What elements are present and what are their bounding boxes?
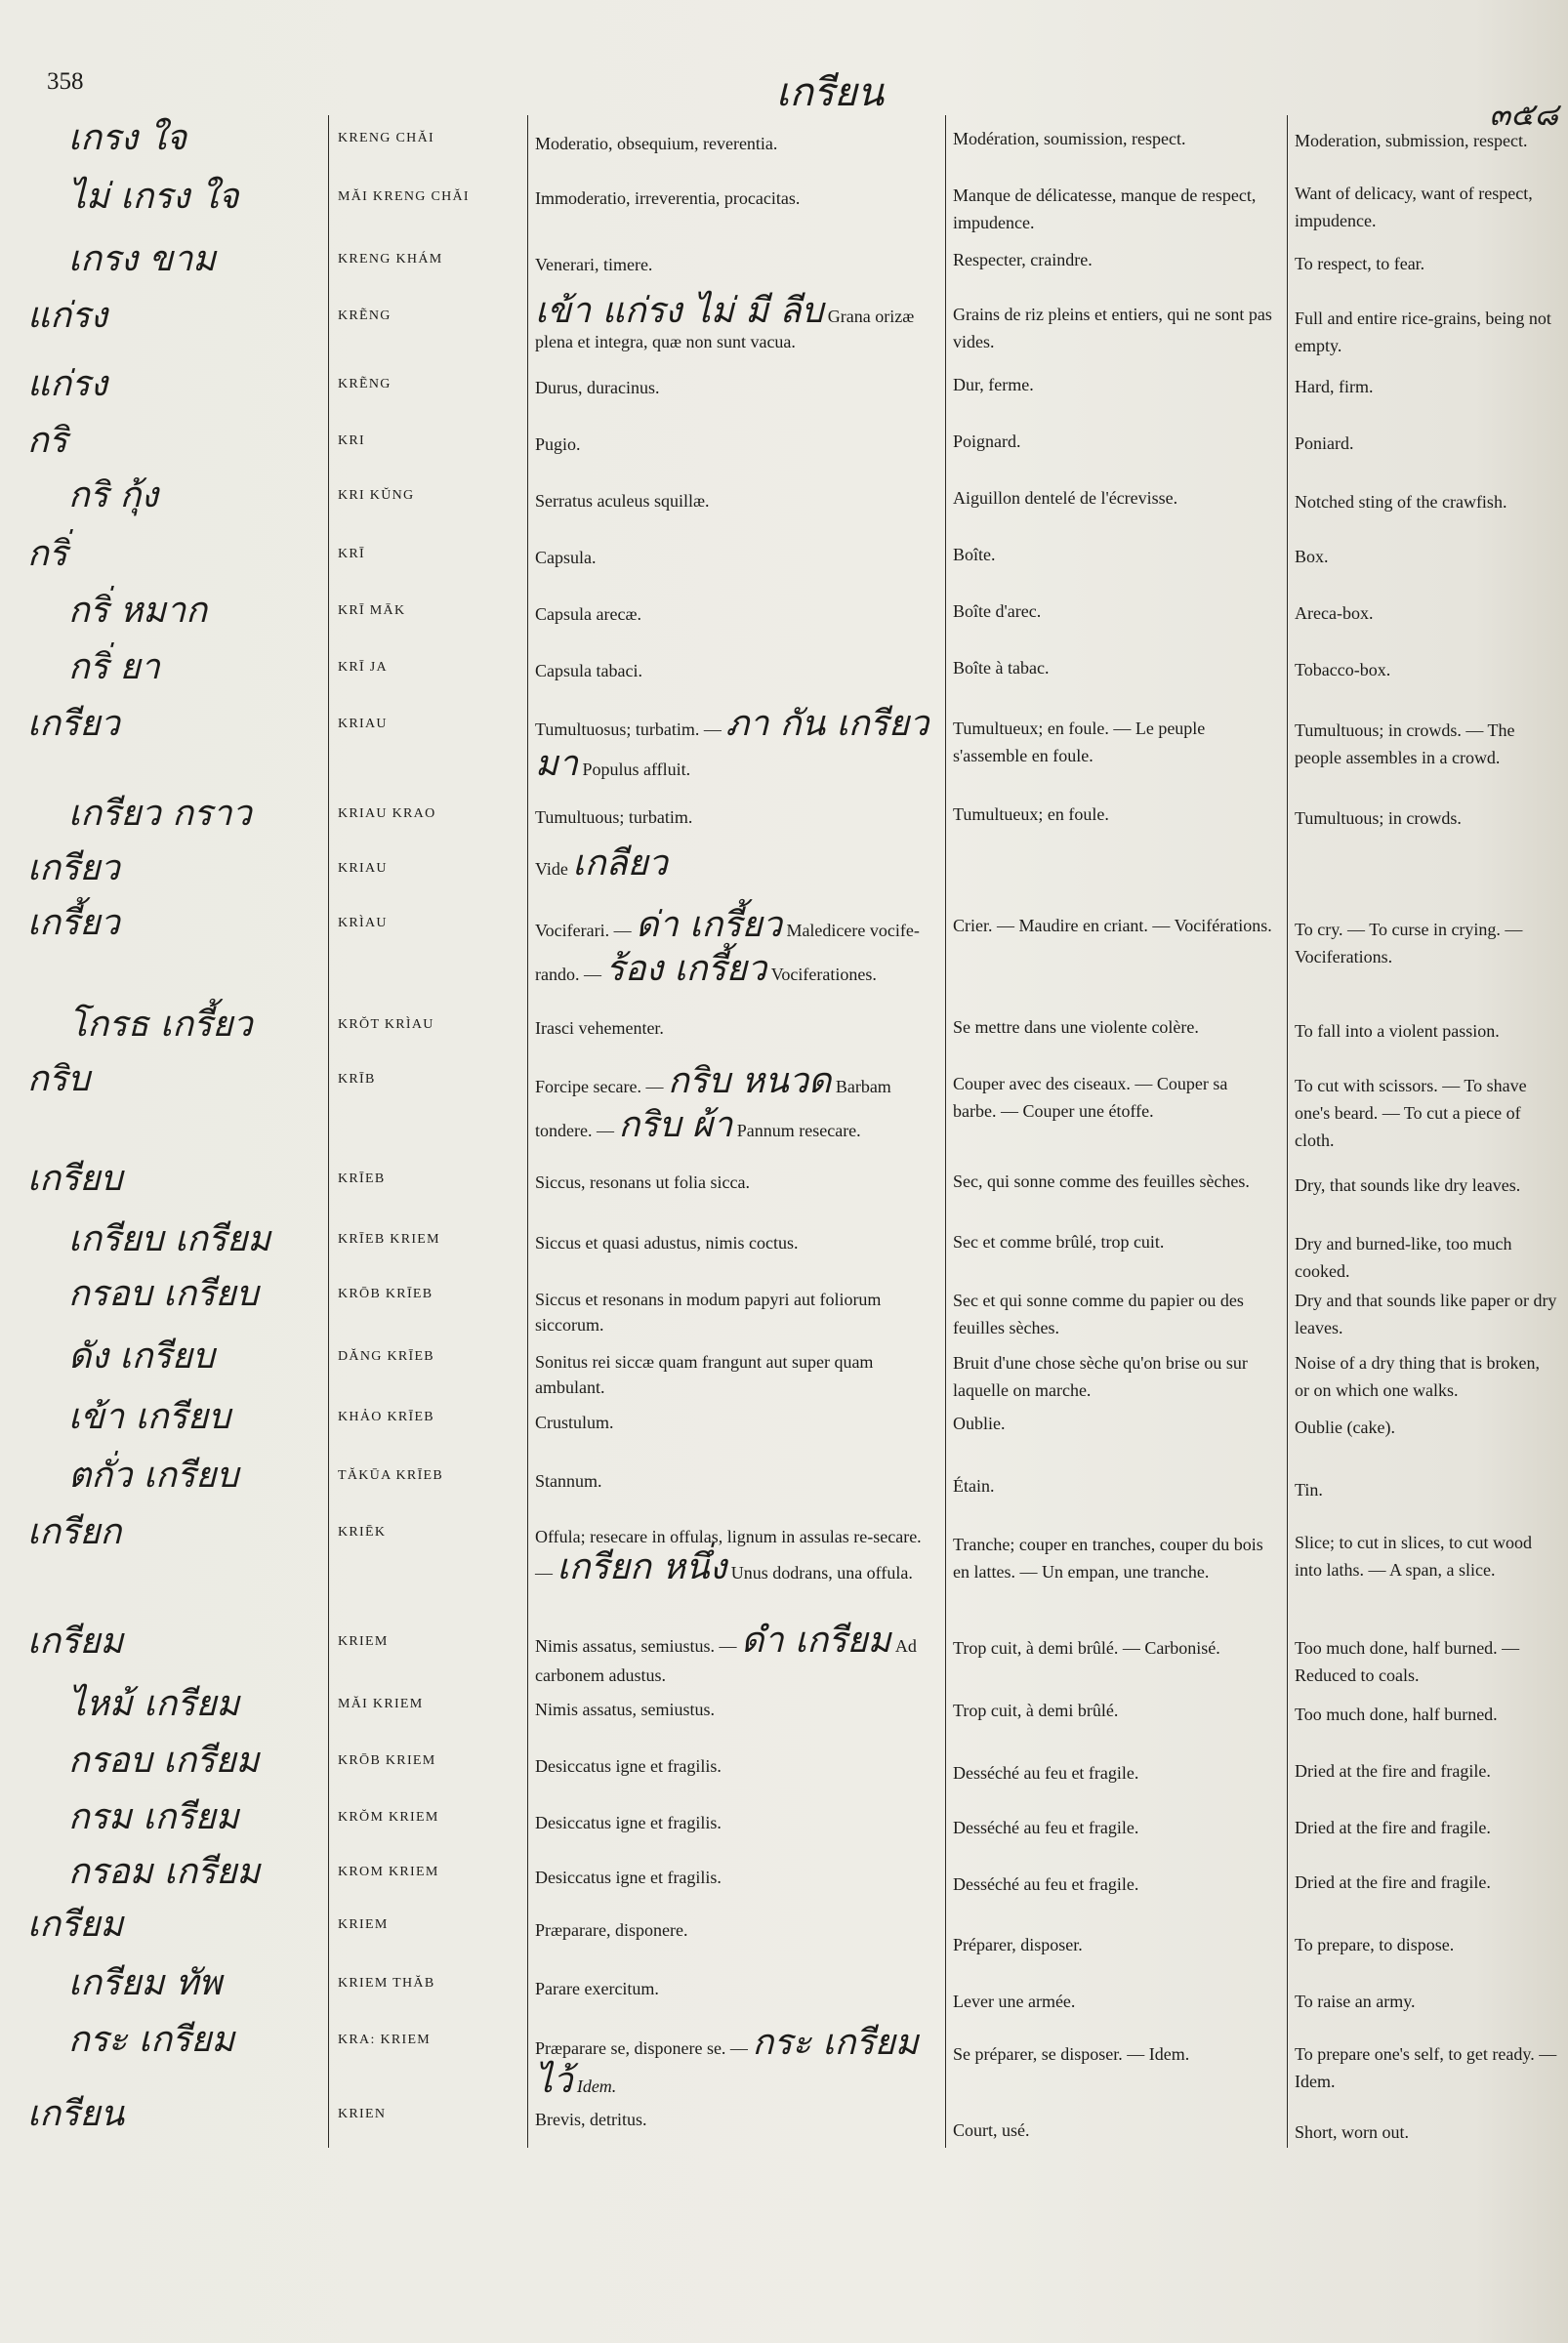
- french-definition: Grains de riz pleins et entiers, qui ne sont pas vides.: [953, 305, 1272, 351]
- thai-example: ร้อง เกรี้ยว: [605, 949, 767, 989]
- thai-example: เข้า แก่รง ไม่ มี ลีบ: [535, 291, 824, 331]
- thai-headword: กริ่ ยา: [68, 647, 160, 687]
- romanization: KRŌB KRIEM: [338, 1753, 436, 1768]
- french-definition: Tranche; couper en tranches, couper du bois en lattes. — Un empan, une tranche.: [953, 1535, 1263, 1582]
- latin-definition: Siccus, resonans ut folia sicca.: [535, 1172, 750, 1192]
- thai-example: ด่า เกรี้ยว: [636, 905, 782, 945]
- english-definition: Tumultuous; in crowds. — The people assembles in a crowd.: [1295, 720, 1515, 767]
- english-definition: To respect, to fear.: [1295, 254, 1425, 273]
- latin-definition: Nimis assatus, semiustus.: [535, 1700, 716, 1719]
- thai-headword: กรอม เกรียม: [68, 1852, 261, 1892]
- latin-definition: Capsula tabaci.: [535, 661, 642, 680]
- french-definition: Respecter, craindre.: [953, 250, 1093, 269]
- romanization: KRIAU: [338, 861, 388, 876]
- english-definition: Full and entire rice-grains, being not empty.: [1295, 308, 1551, 355]
- french-definition: Modération, soumission, respect.: [953, 129, 1186, 148]
- latin-definition: Irasci vehementer.: [535, 1018, 664, 1038]
- column-rule: [328, 115, 329, 2148]
- latin-definition: Stannum.: [535, 1471, 602, 1491]
- romanization: KRIEN: [338, 2107, 387, 2121]
- latin-definition: Crustulum.: [535, 1413, 614, 1432]
- romanization: KRENG KHÁM: [338, 252, 443, 267]
- romanization: KRIAU: [338, 717, 388, 731]
- french-definition: Couper avec des ciseaux. — Couper sa barbe. — Couper une étoffe.: [953, 1074, 1228, 1121]
- thai-headword: กริ่: [27, 534, 68, 574]
- french-definition: Crier. — Maudire en criant. — Vociférations.: [953, 916, 1272, 935]
- romanization: MĂI KRIEM: [338, 1697, 424, 1711]
- thai-headword: กรม เกรียม: [68, 1797, 239, 1837]
- french-definition: Sec et qui sonne comme du papier ou des feuilles sèches.: [953, 1291, 1244, 1337]
- thai-headword: เกรียก: [27, 1512, 122, 1552]
- latin-definition: Nimis assatus, semiustus. — ดำ เกรียม Ad carbonem adustus.: [535, 1621, 917, 1685]
- english-definition: Tin.: [1295, 1480, 1323, 1500]
- latin-definition: Vociferari. — ด่า เกรี้ยว Maledicere vocife-rando. — ร้อง เกรี้ยว Vociferationes.: [535, 905, 920, 989]
- french-definition: Poignard.: [953, 432, 1021, 451]
- column-rule: [945, 115, 946, 2148]
- romanization: KRŌB KRĪEB: [338, 1287, 433, 1301]
- thai-headword: เกรียว: [27, 704, 120, 744]
- english-definition: Short, worn out.: [1295, 2122, 1409, 2142]
- english-definition: To prepare one's self, to get ready. — Idem.: [1295, 2044, 1557, 2091]
- english-definition: Dry and burned-like, too much cooked.: [1295, 1234, 1512, 1281]
- thai-example: กระ เกรียม ไว้: [535, 2023, 919, 2101]
- romanization: KRĪB: [338, 1072, 376, 1087]
- romanization: KRI: [338, 433, 366, 448]
- english-definition: Noise of a dry thing that is broken, or on which one walks.: [1295, 1353, 1540, 1400]
- french-definition: Préparer, disposer.: [953, 1935, 1083, 1954]
- thai-headword: กรอบ เกรียบ: [68, 1274, 259, 1314]
- latin-definition: Durus, duracinus.: [535, 378, 660, 397]
- french-definition: Court, usé.: [953, 2120, 1030, 2140]
- french-definition: Aiguillon dentelé de l'écrevisse.: [953, 488, 1178, 508]
- romanization: KRIĒK: [338, 1525, 387, 1540]
- latin-definition: Serratus aculeus squillæ.: [535, 491, 710, 511]
- english-definition: Dry and that sounds like paper or dry leaves.: [1295, 1291, 1557, 1337]
- thai-headword: เกรง ใจ: [68, 118, 187, 158]
- latin-definition: Immoderatio, irreverentia, procacitas.: [535, 188, 801, 208]
- thai-headword: แก่รง: [27, 364, 107, 404]
- thai-example: เกลียว: [572, 843, 668, 884]
- latin-definition: Offula; resecare in offulas, lignum in assulas re-secare. — เกรียก หนึ่ง Unus dodrans, una offula.: [535, 1527, 922, 1587]
- romanization: KRIEM THĂB: [338, 1976, 435, 1991]
- romanization: KRŎM KRIEM: [338, 1810, 439, 1825]
- romanization: KRI KŬNG: [338, 488, 415, 503]
- english-definition: Too much done, half burned.: [1295, 1705, 1498, 1724]
- romanization: KHẢO KRĪEB: [338, 1410, 434, 1424]
- thai-headword: เกรียว: [27, 848, 120, 888]
- french-definition: Tumultueux; en foule.: [953, 804, 1109, 824]
- thai-headword: แก่รง: [27, 296, 107, 336]
- romanization: KRẼNG: [338, 308, 392, 323]
- french-definition: Boîte.: [953, 545, 996, 564]
- french-definition: Sec et comme brûlé, trop cuit.: [953, 1232, 1165, 1252]
- romanization: DĂNG KRĪEB: [338, 1349, 434, 1364]
- thai-headword: ไม่ เกรง ใจ: [68, 177, 239, 217]
- romanization: TĂKŪA KRĪEB: [338, 1468, 444, 1483]
- thai-headword: กริ กุ้ง: [68, 475, 158, 515]
- latin-definition: Desiccatus igne et fragilis.: [535, 1813, 722, 1832]
- romanization: KRĪEB: [338, 1172, 386, 1186]
- latin-definition: Venerari, timere.: [535, 255, 653, 274]
- french-definition: Tumultueux; en foule. — Le peuple s'assemble en foule.: [953, 719, 1206, 765]
- english-definition: Box.: [1295, 547, 1329, 566]
- english-definition: Hard, firm.: [1295, 377, 1374, 396]
- latin-definition: Vide เกลียว: [535, 843, 668, 884]
- thai-headword: กริบ: [27, 1059, 90, 1099]
- romanization: KRENG CHĂI: [338, 131, 434, 145]
- column-rule: [1287, 115, 1288, 2148]
- french-definition: Trop cuit, à demi brûlé.: [953, 1701, 1119, 1720]
- thai-headword: เกรี้ยว: [27, 903, 120, 943]
- latin-definition: Forcipe secare. — กริบ หนวด Barbam tondere. — กริบ ผ้า Pannum resecare.: [535, 1061, 891, 1145]
- romanization: KROM KRIEM: [338, 1865, 439, 1879]
- thai-headword: กระ เกรียม: [68, 2020, 235, 2060]
- thai-headword: กริ: [27, 421, 68, 461]
- thai-headword: ไหม้ เกรียม: [68, 1684, 240, 1724]
- thai-example: ภา กัน เกรียว มา: [535, 704, 929, 784]
- english-definition: Areca-box.: [1295, 603, 1374, 623]
- french-definition: Se mettre dans une violente colère.: [953, 1017, 1199, 1037]
- romanization: KRẼNG: [338, 377, 392, 391]
- english-definition: Tobacco-box.: [1295, 660, 1391, 679]
- latin-definition: เข้า แก่รง ไม่ มี ลีบ Grana orizæ plena et integra, quæ non sunt vacua.: [535, 291, 915, 351]
- english-definition: To cry. — To curse in crying. — Vociferations.: [1295, 920, 1523, 966]
- latin-definition: Brevis, detritus.: [535, 2110, 647, 2129]
- english-definition: Dried at the fire and fragile.: [1295, 1818, 1491, 1837]
- romanization: KRIAU KRAO: [338, 806, 436, 821]
- english-definition: Oublie (cake).: [1295, 1418, 1395, 1437]
- thai-headword: ตกั่ว เกรียบ: [68, 1456, 239, 1496]
- french-definition: Boîte d'arec.: [953, 601, 1042, 621]
- thai-headword: กริ่ หมาก: [68, 591, 208, 631]
- romanization: KRĪ: [338, 547, 366, 561]
- thai-headword: เกรียม: [27, 1622, 124, 1662]
- column-rule: [527, 115, 528, 2148]
- thai-headword: เกรียบ เกรียม: [68, 1219, 271, 1259]
- romanization: KRĪ MĀK: [338, 603, 406, 618]
- english-definition: Dried at the fire and fragile.: [1295, 1761, 1491, 1781]
- latin-definition: Tumultuous; turbatim.: [535, 807, 693, 827]
- latin-definition: Capsula.: [535, 548, 597, 567]
- english-definition: To raise an army.: [1295, 1992, 1416, 2011]
- english-definition: Moderation, submission, respect.: [1295, 131, 1528, 150]
- thai-example: ดำ เกรียม: [741, 1621, 891, 1661]
- french-definition: Desséché au feu et fragile.: [953, 1818, 1139, 1837]
- latin-definition: Capsula arecæ.: [535, 604, 641, 624]
- english-definition: To prepare, to dispose.: [1295, 1935, 1455, 1954]
- french-definition: Dur, ferme.: [953, 375, 1034, 394]
- latin-definition: Desiccatus igne et fragilis.: [535, 1756, 722, 1776]
- thai-page-number: ๓๕๘: [1489, 96, 1558, 133]
- thai-headword: ดัง เกรียบ: [68, 1336, 215, 1377]
- latin-definition: Desiccatus igne et fragilis.: [535, 1868, 722, 1887]
- romanization: MĂI KRENG CHĂI: [338, 189, 470, 204]
- latin-definition: Siccus et resonans in modum papyri aut foliorum siccorum.: [535, 1290, 882, 1335]
- english-definition: Slice; to cut in slices, to cut wood into laths. — A span, a slice.: [1295, 1533, 1532, 1580]
- thai-example: กริบ ผ้า: [618, 1105, 733, 1145]
- romanization: KRÌAU: [338, 916, 388, 930]
- english-definition: Too much done, half burned. — Reduced to coals.: [1295, 1638, 1520, 1685]
- latin-definition: Sonitus rei siccæ quam frangunt aut super quam ambulant.: [535, 1352, 874, 1397]
- french-definition: Manque de délicatesse, manque de respect, impudence.: [953, 185, 1257, 232]
- latin-definition: Tumultuosus; turbatim. — ภา กัน เกรียว มา Populus affluit.: [535, 704, 929, 784]
- thai-headword: เข้า เกรียบ: [68, 1397, 230, 1437]
- latin-definition: Siccus et quasi adustus, nimis coctus.: [535, 1233, 799, 1253]
- english-definition: Dried at the fire and fragile.: [1295, 1872, 1491, 1892]
- thai-headword: เกรง ขาม: [68, 239, 217, 279]
- english-definition: Poniard.: [1295, 433, 1354, 453]
- english-definition: Dry, that sounds like dry leaves.: [1295, 1175, 1521, 1195]
- thai-headword: เกรียบ: [27, 1159, 123, 1199]
- french-definition: Se préparer, se disposer. — Idem.: [953, 2044, 1190, 2064]
- french-definition: Oublie.: [953, 1414, 1006, 1433]
- english-definition: To cut with scissors. — To shave one's beard. — To cut a piece of cloth.: [1295, 1076, 1527, 1150]
- french-definition: Desséché au feu et fragile.: [953, 1874, 1139, 1894]
- latin-definition: Moderatio, obsequium, reverentia.: [535, 134, 778, 153]
- thai-headword: เกรียม: [27, 1905, 124, 1945]
- thai-headword: เกรียม ทัพ: [68, 1963, 223, 2003]
- french-definition: Trop cuit, à demi brûlé. — Carbonisé.: [953, 1638, 1220, 1658]
- english-definition: Want of delicacy, want of respect, impudence.: [1295, 184, 1533, 230]
- french-definition: Desséché au feu et fragile.: [953, 1763, 1139, 1783]
- thai-headword: เกรียน: [27, 2094, 125, 2134]
- page-number: 358: [47, 68, 84, 95]
- latin-definition: Pugio.: [535, 434, 581, 454]
- thai-headword: โกรธ เกรี้ยว: [68, 1005, 253, 1045]
- romanization: KRA: KRIEM: [338, 2033, 432, 2047]
- english-definition: Tumultuous; in crowds.: [1295, 808, 1462, 828]
- romanization: KRĪ JA: [338, 660, 388, 675]
- english-definition: Notched sting of the crawfish.: [1295, 492, 1507, 512]
- french-definition: Lever une armée.: [953, 1992, 1076, 2011]
- french-definition: Bruit d'une chose sèche qu'on brise ou sur laquelle on marche.: [953, 1353, 1248, 1400]
- latin-definition: Præparare se, disponere se. — กระ เกรียม ไว้ Idem.: [535, 2023, 919, 2101]
- english-definition: To fall into a violent passion.: [1295, 1021, 1500, 1041]
- french-definition: Étain.: [953, 1476, 995, 1496]
- thai-headword: กรอบ เกรียม: [68, 1741, 260, 1781]
- thai-headword: เกรียว กราว: [68, 794, 252, 834]
- thai-example: เกรียก หนึ่ง: [557, 1547, 727, 1587]
- latin-definition: Præparare, disponere.: [535, 1920, 688, 1940]
- romanization: KRIEM: [338, 1634, 389, 1649]
- french-definition: Boîte à tabac.: [953, 658, 1050, 678]
- romanization: KRŎT KRÌAU: [338, 1017, 434, 1032]
- romanization: KRĪEB KRIEM: [338, 1232, 440, 1247]
- latin-definition: Parare exercitum.: [535, 1979, 659, 1998]
- french-definition: Sec, qui sonne comme des feuilles sèches.: [953, 1172, 1250, 1191]
- running-head: เกรียน: [775, 70, 885, 115]
- romanization: KRIEM: [338, 1917, 389, 1932]
- thai-example: กริบ หนวด: [667, 1061, 832, 1101]
